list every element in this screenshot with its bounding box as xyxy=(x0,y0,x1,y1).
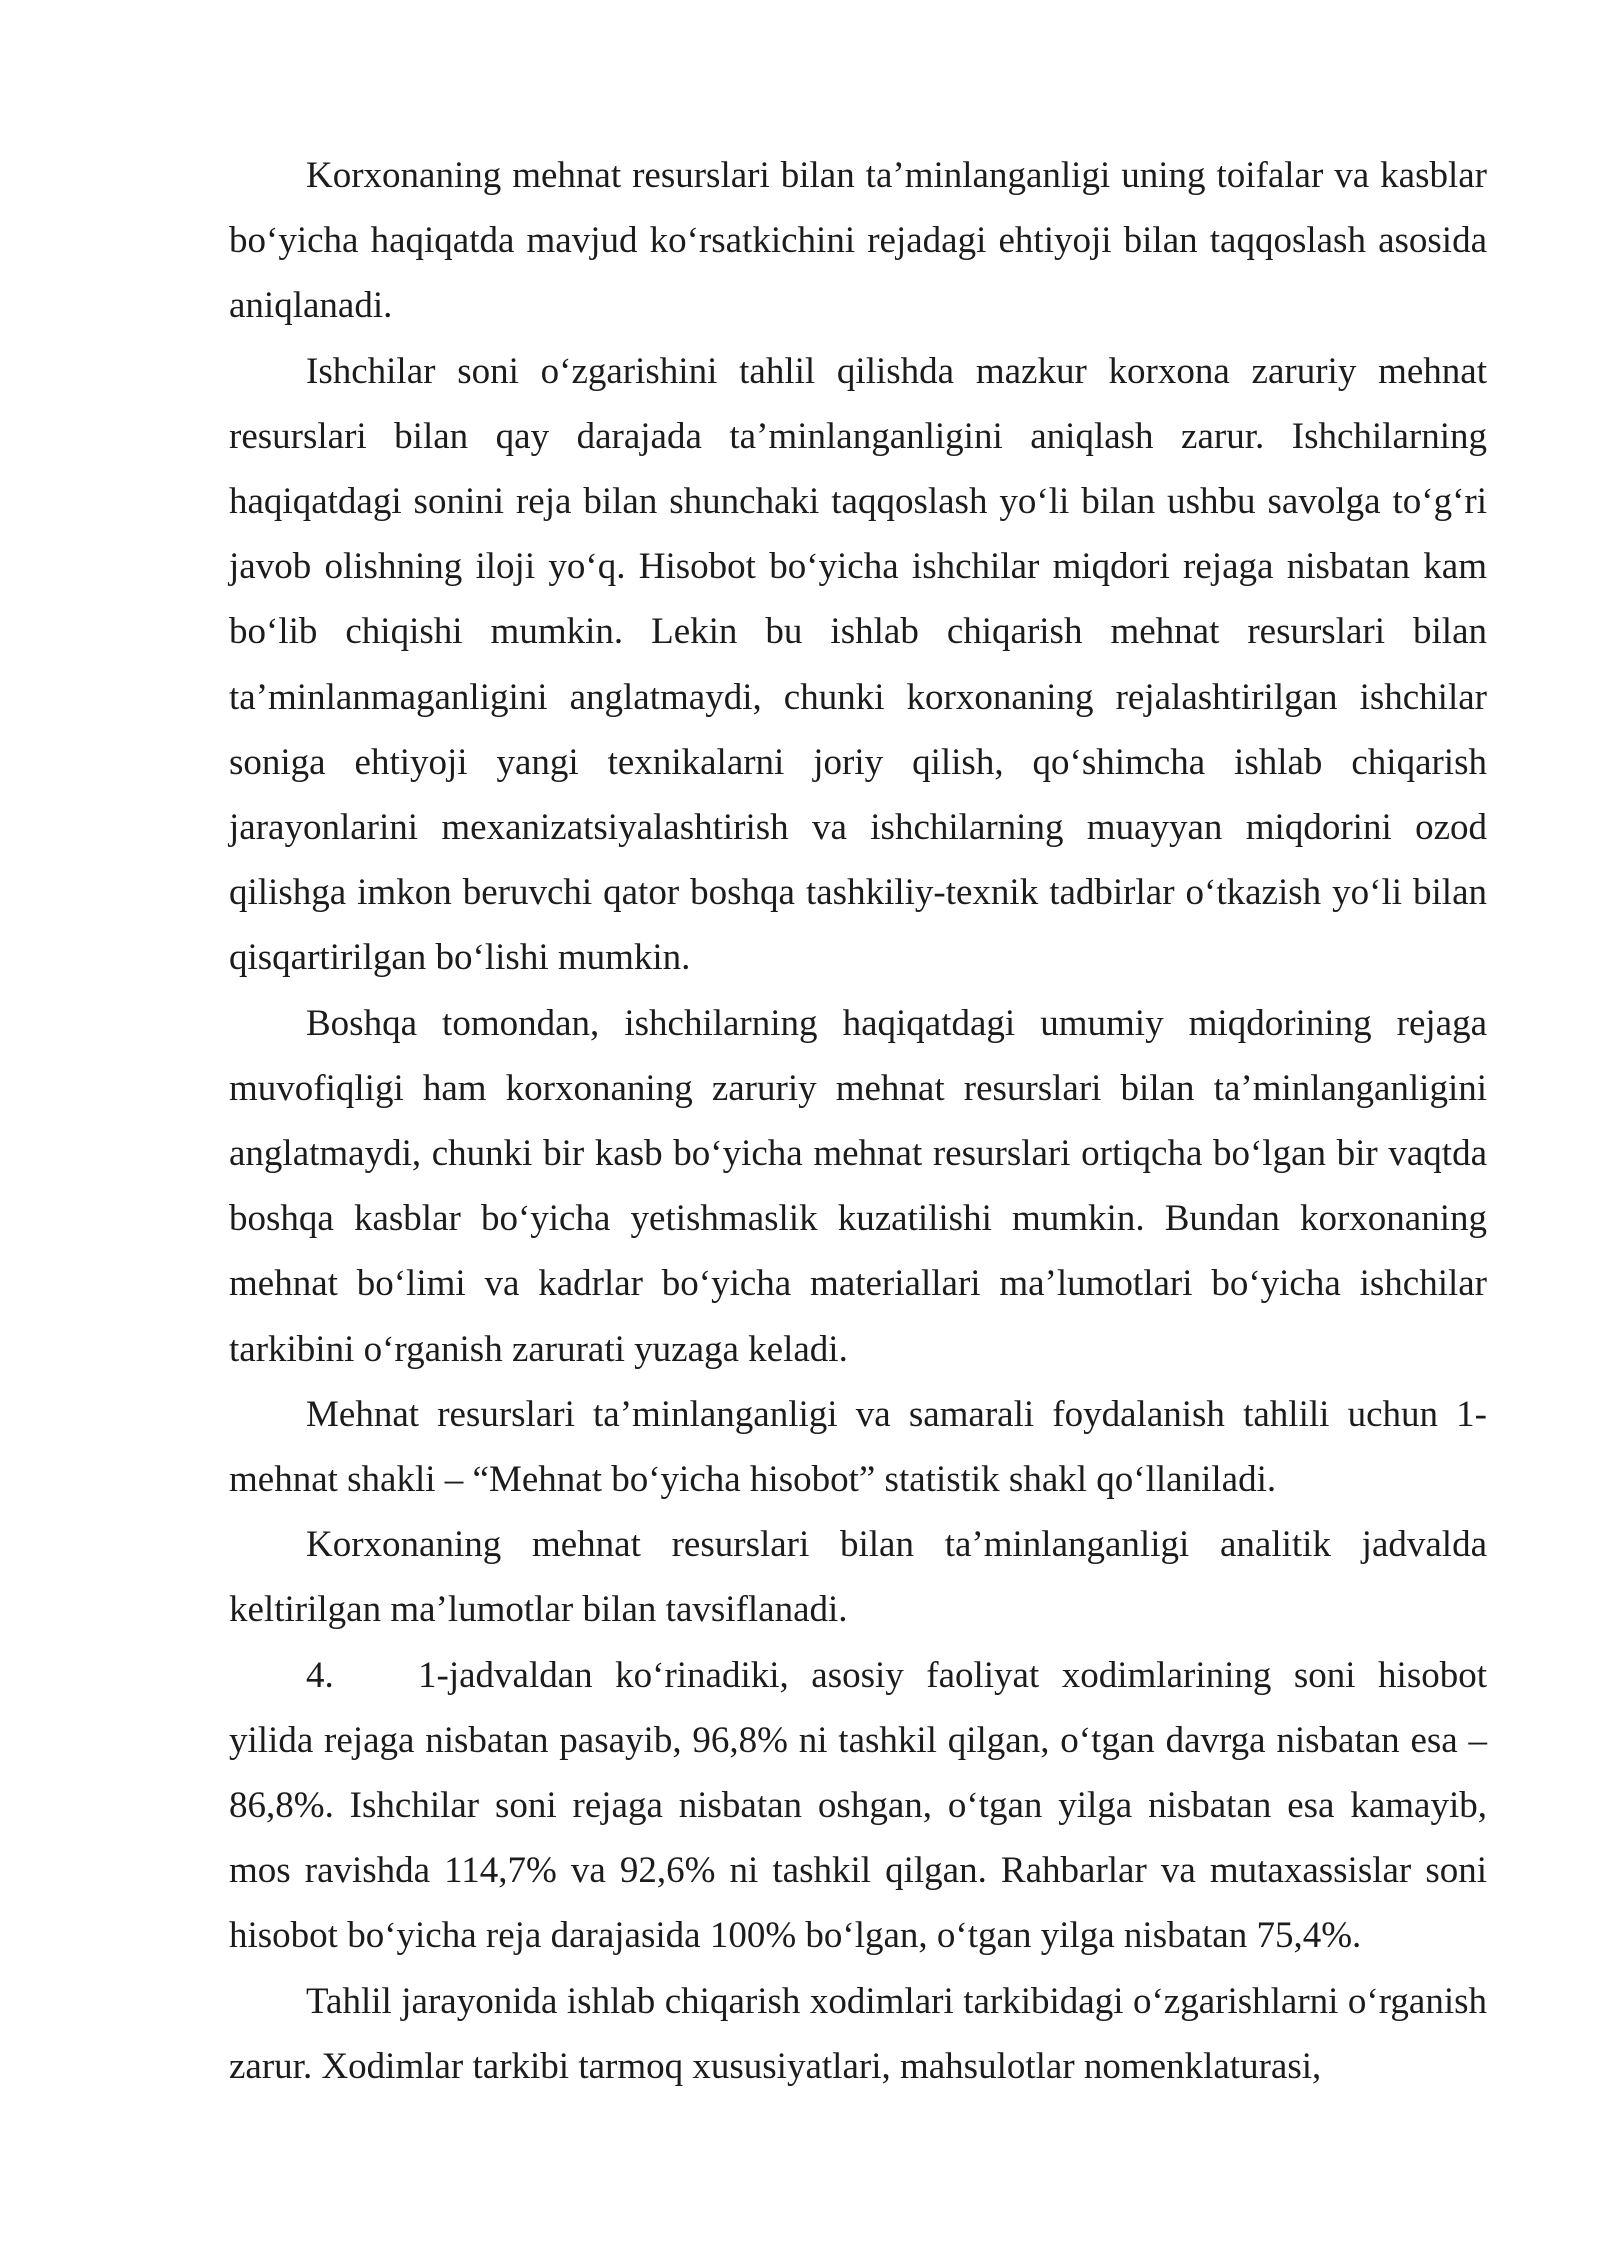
paragraph-2: Ishchilar soni o‘zgarishini tahlil qilishda mazkur korxona zaruriy mehnat resurslari bilan qay darajada ta’minlanganligini aniqlash zarur. Ishchilarning haqiqatdagi sonini reja bilan shunchaki taqqoslash yo‘li bilan ushbu savolga to‘g‘ri javob olishning iloji yo‘q. Hisobot bo‘yicha ishchilar miqdori rejaga nisbatan kam bo‘lib chiqishi mumkin. Lekin bu ishlab chiqarish mehnat resurslari bilan ta’minlanmaganligini anglatmaydi, chunki korxonaning rejalashtirilgan ishchilar soniga ehtiyoji yangi texnikalarni joriy qilish, qo‘shimcha ishlab chiqarish jarayonlarini mexanizatsiyalashtirish va ishchilarning muayyan miqdorini ozod qilishga imkon beruvchi qator boshqa tashkiliy-texnik tadbirlar o‘tkazish yo‘li bilan qisqartirilgan bo‘lishi mumkin. xyxy=(229,350,1487,979)
paragraph-4: Mehnat resurslari ta’minlanganligi va samarali foydalanish tahlili uchun 1-mehnat shakli – “Mehnat bo‘yicha hisobot” statistik shakl qo‘llaniladi. xyxy=(229,1393,1487,1501)
paragraph-5: Korxonaning mehnat resurslari bilan ta’minlanganligi analitik jadvalda keltirilgan ma’lumotlar bilan tavsiflanadi. xyxy=(229,1524,1487,1631)
numbered-paragraph xyxy=(229,1643,1487,1969)
paragraph-3: Boshqa tomondan, ishchilarning haqiqatdagi umumiy miqdorining rejaga muvofiqligi ham korxonaning zaruriy mehnat resurslari bilan ta’minlanganligini anglatmaydi, chunki bir kasb bo‘yicha mehnat resurslari ortiqcha bo‘lgan bir vaqtda boshqa kasblar bo‘yicha yetishmaslik kuzatilishi mumkin. Bundan korxonaning mehnat bo‘limi va kadrlar bo‘yicha materiallari ma’lumotlari bo‘yicha ishchilar tarkibini o‘rganish zarurati yuzaga keladi. xyxy=(229,1002,1487,1370)
paragraph-last: Tahlil jarayonida ishlab chiqarish xodimlari tarkibidagi o‘zgarishlarni o‘rganish zarur. Xodimlar tarkibi tarmoq xususiyatlari, mahsulotlar nomenklaturasi, xyxy=(229,1980,1487,2087)
paragraph-1: Korxonaning mehnat resurslari bilan ta’minlanganligi uning toifalar va kasblar bo‘yicha haqiqatda mavjud ko‘rsatkichini rejadagi ehtiyoji bilan taqqoslash asosida aniqlanadi. xyxy=(229,155,1487,327)
document-body xyxy=(229,143,1487,2099)
list-number: 4. xyxy=(306,1654,334,1696)
numbered-paragraph-text: 1-jadvaldan ko‘rinadiki, asosiy faoliyat xodimlarining soni hisobot yilida rejaga nisbatan pasayib, 96,8% ni tashkil qilgan, o‘tgan davrga nisbatan esa – 86,8%. Ishchilar soni rejaga nisbatan oshgan, o‘tgan yilga nisbatan esa kamayib, mos ravishda 114,7% va 92,6% ni tashkil qilgan. Rahbarlar va mutaxassislar soni hisobot bo‘yicha reja darajasida 100% bo‘lgan, o‘tgan yilga nisbatan 75,4%. xyxy=(229,1654,1487,1957)
